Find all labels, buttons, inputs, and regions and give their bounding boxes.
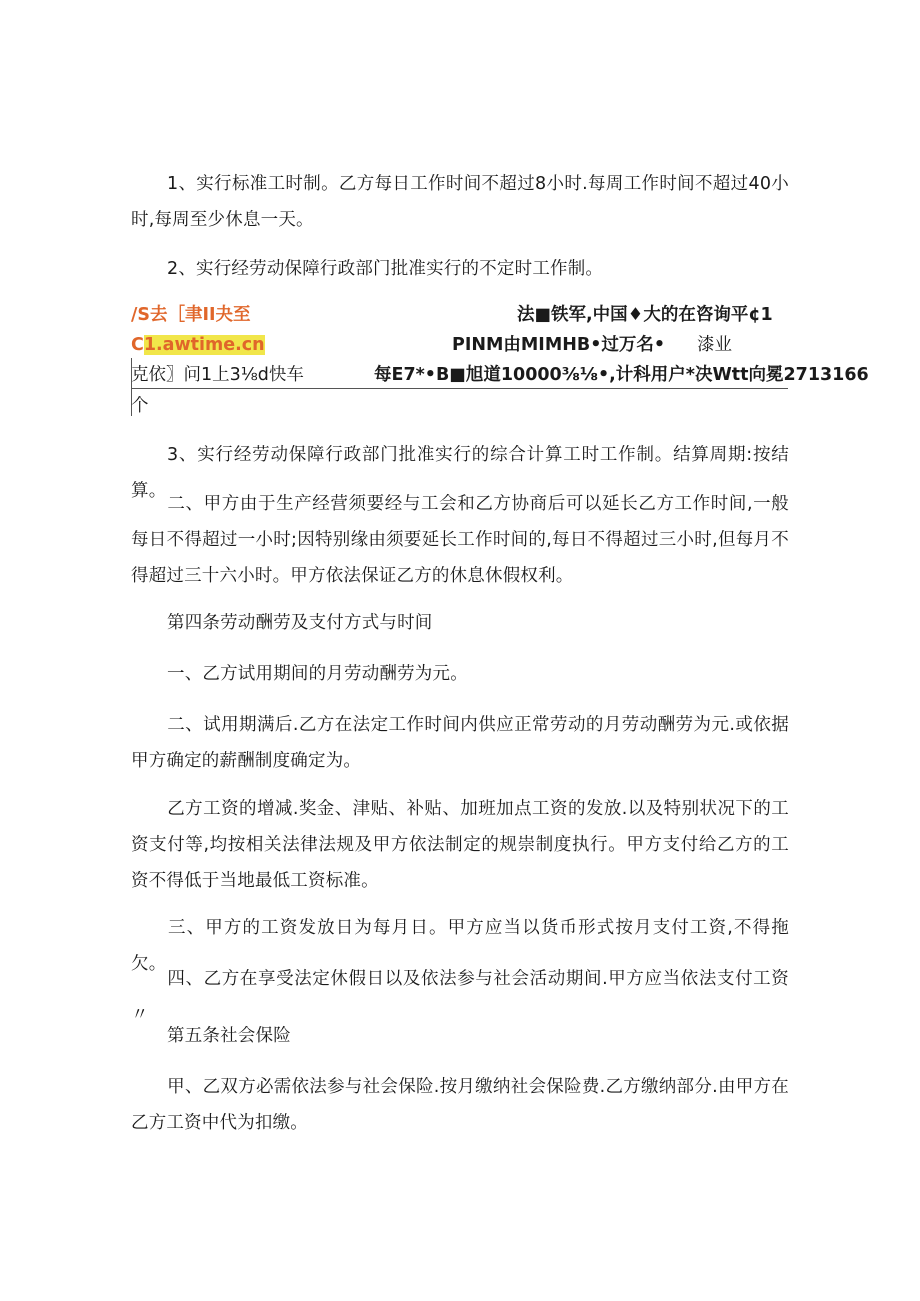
paragraph-text: 甲、乙双方必需依法参与社会保险.按月缴纳社会保险费.乙方缴纳部分.由甲方在乙方工资中代为扣缴。 bbox=[131, 1077, 789, 1133]
watermark-row1-right: 法■铁军,中国♦大的在咨询平¢1 bbox=[517, 305, 773, 325]
watermark-c: C bbox=[131, 335, 144, 355]
watermark-row2-left bbox=[131, 331, 265, 359]
watermark-row4: 个 bbox=[131, 396, 149, 416]
watermark-row2-right: 漆业 bbox=[697, 335, 732, 355]
heading-text: 第四条劳动酬劳及支付方式与时间 bbox=[167, 613, 433, 633]
watermark-row3-right: 每E7*•B■旭道10000⅜⅛•,计科用户*决Wtt向冕2713166 bbox=[374, 365, 869, 385]
watermark-underline bbox=[131, 388, 788, 389]
section-heading-5 bbox=[131, 1018, 789, 1054]
paragraph-text: 四、乙方在享受法定休假日以及依法参与社会活动期间.甲方应当依法支付工资〃 bbox=[131, 969, 789, 1025]
heading-text: 第五条社会保险 bbox=[167, 1026, 291, 1046]
paragraph-text: 一、乙方试用期间的月劳动酬劳为元。 bbox=[167, 664, 468, 684]
watermark-row2-mid: PINM由MIMHB•过万名• bbox=[452, 335, 666, 355]
section-heading-4 bbox=[131, 605, 789, 641]
watermark-row3-left: 克依〗问1上3⅛d快车 bbox=[131, 365, 304, 385]
paragraph-text: 2、实行经劳动保障行政部门批准实行的不定时工作制。 bbox=[167, 259, 604, 279]
paragraph-text: 二、试用期满后.乙方在法定工作时间内供应正常劳动的月劳动酬劳为元.或依据甲方确定的薪酬制度确定为。 bbox=[131, 715, 789, 771]
paragraph-regular-pay bbox=[131, 707, 789, 779]
paragraph-text: 乙方工资的增减.奖金、津贴、补贴、加班加点工资的发放.以及特别状况下的工资支付等,均按相关法律法规及甲方依法制定的规崇制度执行。甲方支付给乙方的工资不得低于当地最低工资标准。 bbox=[131, 799, 789, 891]
paragraph-text: 3、实行经劳动保障行政部门批准实行的综合计算工时工作制。结算周期:按结算。 bbox=[131, 445, 789, 501]
paragraph-probation-pay bbox=[131, 656, 789, 692]
paragraph-social-insurance bbox=[131, 1069, 789, 1141]
paragraph-flexible-hours bbox=[131, 251, 789, 287]
paragraph-standard-hours bbox=[131, 166, 789, 238]
paragraph-text: 二、甲方由于生产经营须要经与工会和乙方协商后可以延长乙方工作时间,一般每日不得超过一小时;因特别缘由须要延长工作时间的,每日不得超过三小时,但每月不得超过三十六小时。甲方依法保证乙方的休息休假权利。 bbox=[131, 494, 789, 586]
watermark-row1-left: /S去［聿II夬至 bbox=[131, 305, 251, 325]
watermark-url: 1.awtime.cn bbox=[143, 335, 265, 355]
paragraph-overtime bbox=[131, 486, 789, 594]
paragraph-text: 三、甲方的工资发放日为每月日。甲方应当以货币形式按月支付工资,不得拖欠。 bbox=[131, 918, 789, 974]
paragraph-text: 1、实行标准工时制。乙方每日工作时间不超过8小时.每周工作时间不超过40小时,每周至少休息一天。 bbox=[131, 174, 789, 230]
paragraph-wage-rules bbox=[131, 791, 789, 899]
